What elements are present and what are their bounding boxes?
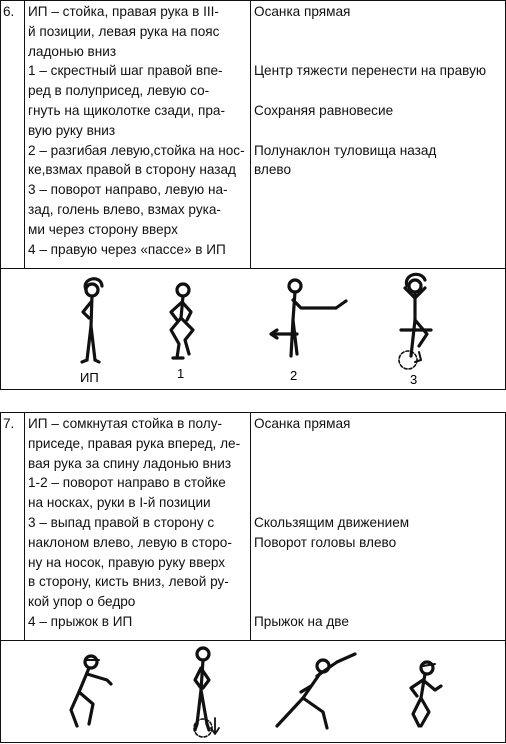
exercise-description xyxy=(25,1,251,269)
note-line: Центр тяжести перенести на правую xyxy=(254,63,487,79)
description-line: кой упор о бедро xyxy=(28,594,136,610)
description-line: й позиции, левая рука на пояс xyxy=(28,23,220,39)
figure-7-turn xyxy=(194,648,219,737)
note-line: Поворот головы влево xyxy=(254,534,397,550)
exercise-7-table xyxy=(0,412,506,641)
figure-label: 3 xyxy=(410,372,418,387)
exercise-7-figures xyxy=(0,640,506,743)
exercise-6 xyxy=(0,0,506,269)
description-line: 1 – скрестный шаг правой впе- xyxy=(28,63,223,79)
description-line: 1-2 – поворот направо в стойке xyxy=(28,475,226,491)
description-line: ну на носок, правую руку вверх xyxy=(28,554,226,570)
figure-label: 2 xyxy=(290,368,298,383)
description-line: ИП – стойка, правая рука в III- xyxy=(28,4,219,19)
figure-ip xyxy=(82,279,102,362)
description-line: ИП – сомкнутая стойка в полу- xyxy=(28,416,223,431)
note-line: Полунаклон туловища назад xyxy=(254,142,437,158)
description-line: приседе, правая рука вперед, ле- xyxy=(28,435,241,451)
description-line: 3 – поворот направо, левую на- xyxy=(28,182,228,198)
figure-7-lunge xyxy=(277,654,355,728)
note-line: Осанка прямая xyxy=(254,416,351,431)
exercise-notes xyxy=(251,1,506,269)
description-line: ми через сторону вверх xyxy=(28,221,178,237)
figure-1 xyxy=(171,284,193,358)
description-line: 3 – выпад правой в сторону с xyxy=(28,514,215,530)
note-line: Скользящим движением xyxy=(254,514,410,530)
note-line: Прыжок на две xyxy=(254,613,349,629)
exercise-number: 7. xyxy=(1,413,25,641)
figure-7-jump xyxy=(411,662,441,726)
description-line: на носках, руки в I-й позиции xyxy=(28,495,211,511)
exercise-7 xyxy=(0,412,506,641)
exercise-description xyxy=(25,413,251,641)
exercise-6-table xyxy=(0,0,506,269)
description-line: наклоном влево, левую в сторо- xyxy=(28,534,232,550)
note-line: Сохраняя равновесие xyxy=(254,102,394,118)
description-line: ладонью вниз xyxy=(28,43,117,59)
figure-7-start xyxy=(71,656,111,726)
figure-2 xyxy=(271,280,346,356)
description-line: 4 – прыжок в ИП xyxy=(28,613,133,629)
exercise-notes xyxy=(251,413,506,641)
figure-label: 1 xyxy=(177,366,185,381)
figure-label: ИП xyxy=(80,370,99,385)
description-line: вая рука за спину ладонью вниз xyxy=(28,455,232,471)
description-line: ке,взмах правой в сторону назад xyxy=(28,162,236,178)
description-line: гнуть на щиколотке сзади, пра- xyxy=(28,102,226,118)
figure-3 xyxy=(399,274,431,369)
exercise-number: 6. xyxy=(1,1,25,269)
description-line: ред в полуприсед, левую со- xyxy=(28,83,210,99)
description-line: зад, голень влево, взмах рука- xyxy=(28,201,221,217)
note-line: Осанка прямая xyxy=(254,4,351,19)
description-line: 2 – разгибая левую,стойка на нос- xyxy=(28,142,245,158)
exercise-6-figures xyxy=(0,268,506,390)
description-line: в сторону, кисть вниз, левой ру- xyxy=(28,574,229,590)
description-line: вую руку вниз xyxy=(28,122,116,138)
description-line: 4 – правую через «пассе» в ИП xyxy=(28,241,226,257)
note-line: влево xyxy=(254,162,292,178)
